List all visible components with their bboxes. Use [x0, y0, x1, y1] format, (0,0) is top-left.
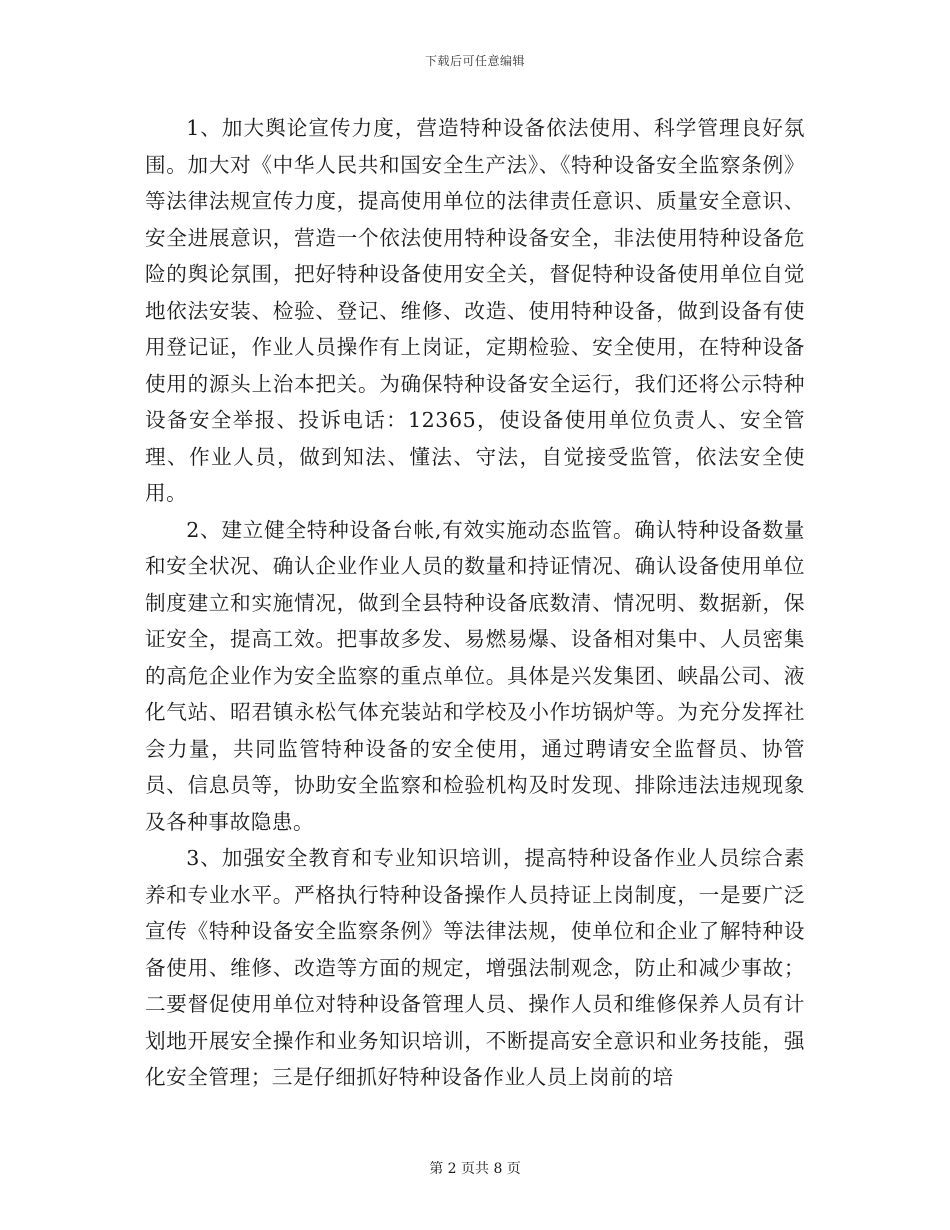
page-number: 第 2 页共 8 页 — [429, 1161, 521, 1177]
document-body — [145, 110, 805, 1096]
paragraph-3: 3、加强安全教育和专业知识培训，提高特种设备作业人员综合素养和专业水平。严格执行特种设备操作人员持证上岗制度，一是要广泛宣传《特种设备安全监察条例》等法律法规，使单位和企业了解特种设备使用、维修、改造等方面的规定，增强法制观念，防止和减少事故；二要督促使用单位对特种设备管理人员、操作人员和维修保养人员有计划地开展安全操作和业务知识培训，不断提高安全意识和业务技能，强化安全管理；三是仔细抓好特种设备作业人员上岗前的培 — [145, 846, 805, 1089]
page-header-note: 下载后可任意编辑 — [424, 54, 525, 68]
paragraph-2: 2、建立健全特种设备台帐,有效实施动态监管。确认特种设备数量和安全状况、确认企业作业人员的数量和持证情况、确认设备使用单位制度建立和实施情况，做到全县特种设备底数清、情况明、数据新，保证安全，提高工效。把事故多发、易燃易爆、设备相对集中、人员密集的高危企业作为安全监察的重点单位。具体是兴发集团、峡晶公司、液化气站、昭君镇永松气体充装站和学校及小作坊锅炉等。为充分发挥社会力量，共同监管特种设备的安全使用，通过聘请安全监督员、协管员、信息员等，协助安全监察和检验机构及时发现、排除违法违规现象及各种事故隐患。 — [145, 517, 805, 834]
paragraph-1: 1、加大舆论宣传力度，营造特种设备依法使用、科学管理良好氛围。加大对《中华人民共和国安全生产法》、《特种设备安全监察条例》等法律法规宣传力度，提高使用单位的法律责任意识、质量安全意识、安全进展意识，营造一个依法使用特种设备安全，非法使用特种设备危险的舆论氛围，把好特种设备使用安全关，督促特种设备使用单位自觉地依法安装、检验、登记、维修、改造、使用特种设备，做到设备有使用登记证，作业人员操作有上岗证，定期检验、安全使用，在特种设备使用的源头上治本把关。为确保特种设备安全运行，我们还将公示特种设备安全举报、投诉电话：12365，使设备使用单位负责人、安全管理、作业人员，做到知法、懂法、守法，自觉接受监管，依法安全使用。 — [145, 116, 805, 505]
